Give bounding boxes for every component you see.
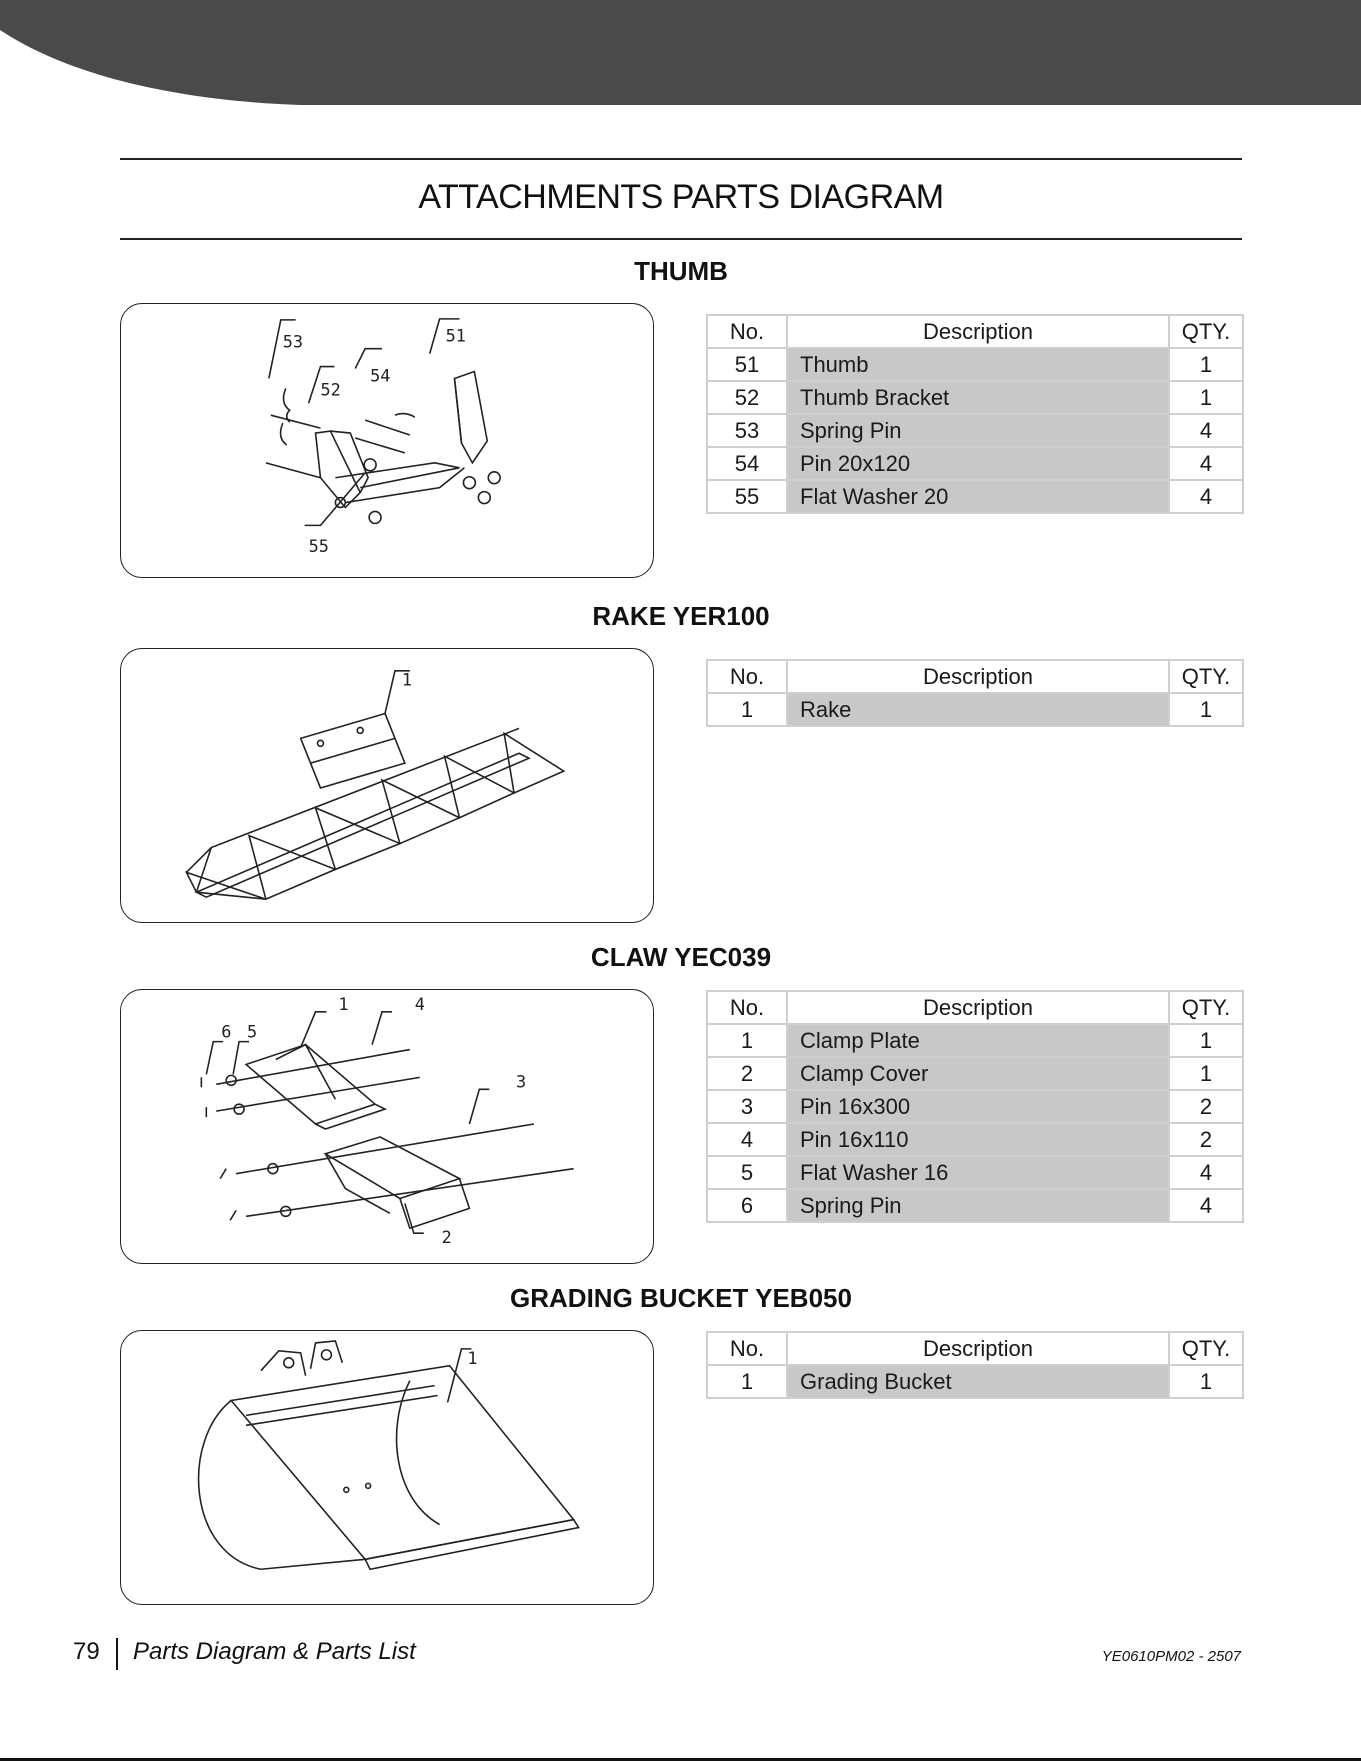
thumb-parts-table [706, 314, 1244, 514]
table-row [707, 1156, 1243, 1189]
cell-description: Thumb Bracket [787, 381, 1169, 414]
table-header-row [707, 315, 1243, 348]
footer-separator [116, 1638, 118, 1670]
header-qty: QTY. [1169, 315, 1243, 348]
cell-description: Rake [787, 693, 1169, 726]
callout-1: 1 [338, 993, 349, 1014]
callout-52: 52 [320, 379, 341, 400]
cell-qty: 4 [1169, 447, 1243, 480]
cell-no: 2 [707, 1057, 787, 1090]
header-qty: QTY. [1169, 991, 1243, 1024]
table-header-row [707, 660, 1243, 693]
cell-description: Thumb [787, 348, 1169, 381]
header-no: No. [707, 315, 787, 348]
callout-55: 55 [308, 536, 329, 557]
header-band [0, 0, 1361, 110]
cell-no: 53 [707, 414, 787, 447]
claw-parts-table [706, 990, 1244, 1223]
cell-no: 55 [707, 480, 787, 513]
thumb-drawing [121, 304, 653, 577]
cell-no: 3 [707, 1090, 787, 1123]
cell-qty: 2 [1169, 1090, 1243, 1123]
cell-no: 52 [707, 381, 787, 414]
callout-1: 1 [467, 1347, 478, 1368]
page-title: ATTACHMENTS PARTS DIAGRAM [418, 178, 944, 216]
cell-qty: 2 [1169, 1123, 1243, 1156]
cell-description: Spring Pin [787, 1189, 1169, 1222]
rake-parts-table [706, 659, 1244, 727]
header-qty: QTY. [1169, 1332, 1243, 1365]
table-header-row [707, 1332, 1243, 1365]
cell-qty: 1 [1169, 1057, 1243, 1090]
cell-description: Flat Washer 20 [787, 480, 1169, 513]
header-description: Description [787, 660, 1169, 693]
claw-diagram [120, 989, 654, 1264]
table-row [707, 1365, 1243, 1398]
cell-qty: 1 [1169, 693, 1243, 726]
cell-description: Pin 16x110 [787, 1123, 1169, 1156]
table-row [707, 381, 1243, 414]
table-row [707, 414, 1243, 447]
cell-no: 54 [707, 447, 787, 480]
callout-5: 5 [247, 1021, 258, 1042]
cell-qty: 1 [1169, 1365, 1243, 1398]
callout-54: 54 [370, 365, 391, 386]
callout-6: 6 [221, 1021, 232, 1042]
header-description: Description [787, 1332, 1169, 1365]
grading-bucket-drawing [121, 1331, 653, 1604]
cell-no: 51 [707, 348, 787, 381]
header-no: No. [707, 1332, 787, 1365]
footer-section-name: Parts Diagram & Parts List [133, 1638, 416, 1665]
cell-description: Grading Bucket [787, 1365, 1169, 1398]
title-rule-top [120, 158, 1242, 160]
thumb-diagram [120, 303, 654, 578]
cell-description: Clamp Plate [787, 1024, 1169, 1057]
cell-no: 5 [707, 1156, 787, 1189]
cell-description: Flat Washer 16 [787, 1156, 1169, 1189]
callout-2: 2 [441, 1227, 452, 1248]
callout-4: 4 [414, 993, 425, 1014]
table-row [707, 1057, 1243, 1090]
claw-drawing [121, 990, 653, 1263]
section-title-thumb: THUMB [634, 256, 728, 286]
footer-doc-code: YE0610PM02 - 2507 [1101, 1648, 1241, 1665]
section-title-grading-bucket: GRADING BUCKET YEB050 [510, 1283, 852, 1313]
cell-no: 1 [707, 1024, 787, 1057]
callout-51: 51 [445, 325, 466, 346]
rake-diagram [120, 648, 654, 923]
table-row [707, 1024, 1243, 1057]
table-row [707, 1123, 1243, 1156]
table-row [707, 480, 1243, 513]
cell-description: Clamp Cover [787, 1057, 1169, 1090]
header-no: No. [707, 660, 787, 693]
header-description: Description [787, 315, 1169, 348]
callout-1: 1 [401, 669, 413, 690]
footer-page-number: 79 [73, 1638, 100, 1665]
table-row [707, 447, 1243, 480]
table-header-row [707, 991, 1243, 1024]
cell-description: Spring Pin [787, 414, 1169, 447]
cell-no: 1 [707, 693, 787, 726]
header-qty: QTY. [1169, 660, 1243, 693]
table-row [707, 1189, 1243, 1222]
cell-no: 4 [707, 1123, 787, 1156]
callout-3: 3 [516, 1071, 527, 1092]
cell-qty: 4 [1169, 414, 1243, 447]
cell-qty: 1 [1169, 348, 1243, 381]
callout-53: 53 [282, 331, 304, 352]
cell-qty: 4 [1169, 1156, 1243, 1189]
cell-qty: 1 [1169, 381, 1243, 414]
cell-no: 1 [707, 1365, 787, 1398]
cell-description: Pin 20x120 [787, 447, 1169, 480]
cell-qty: 1 [1169, 1024, 1243, 1057]
header-description: Description [787, 991, 1169, 1024]
table-row [707, 693, 1243, 726]
section-title-rake: RAKE YER100 [592, 601, 770, 631]
rake-drawing [121, 649, 653, 922]
grading-bucket-parts-table [706, 1331, 1244, 1399]
cell-description: Pin 16x300 [787, 1090, 1169, 1123]
cell-qty: 4 [1169, 1189, 1243, 1222]
title-rule-bottom [120, 238, 1242, 240]
table-row [707, 348, 1243, 381]
table-row [707, 1090, 1243, 1123]
section-title-claw: CLAW YEC039 [590, 942, 772, 972]
cell-no: 6 [707, 1189, 787, 1222]
header-no: No. [707, 991, 787, 1024]
grading-bucket-diagram [120, 1330, 654, 1605]
cell-qty: 4 [1169, 480, 1243, 513]
